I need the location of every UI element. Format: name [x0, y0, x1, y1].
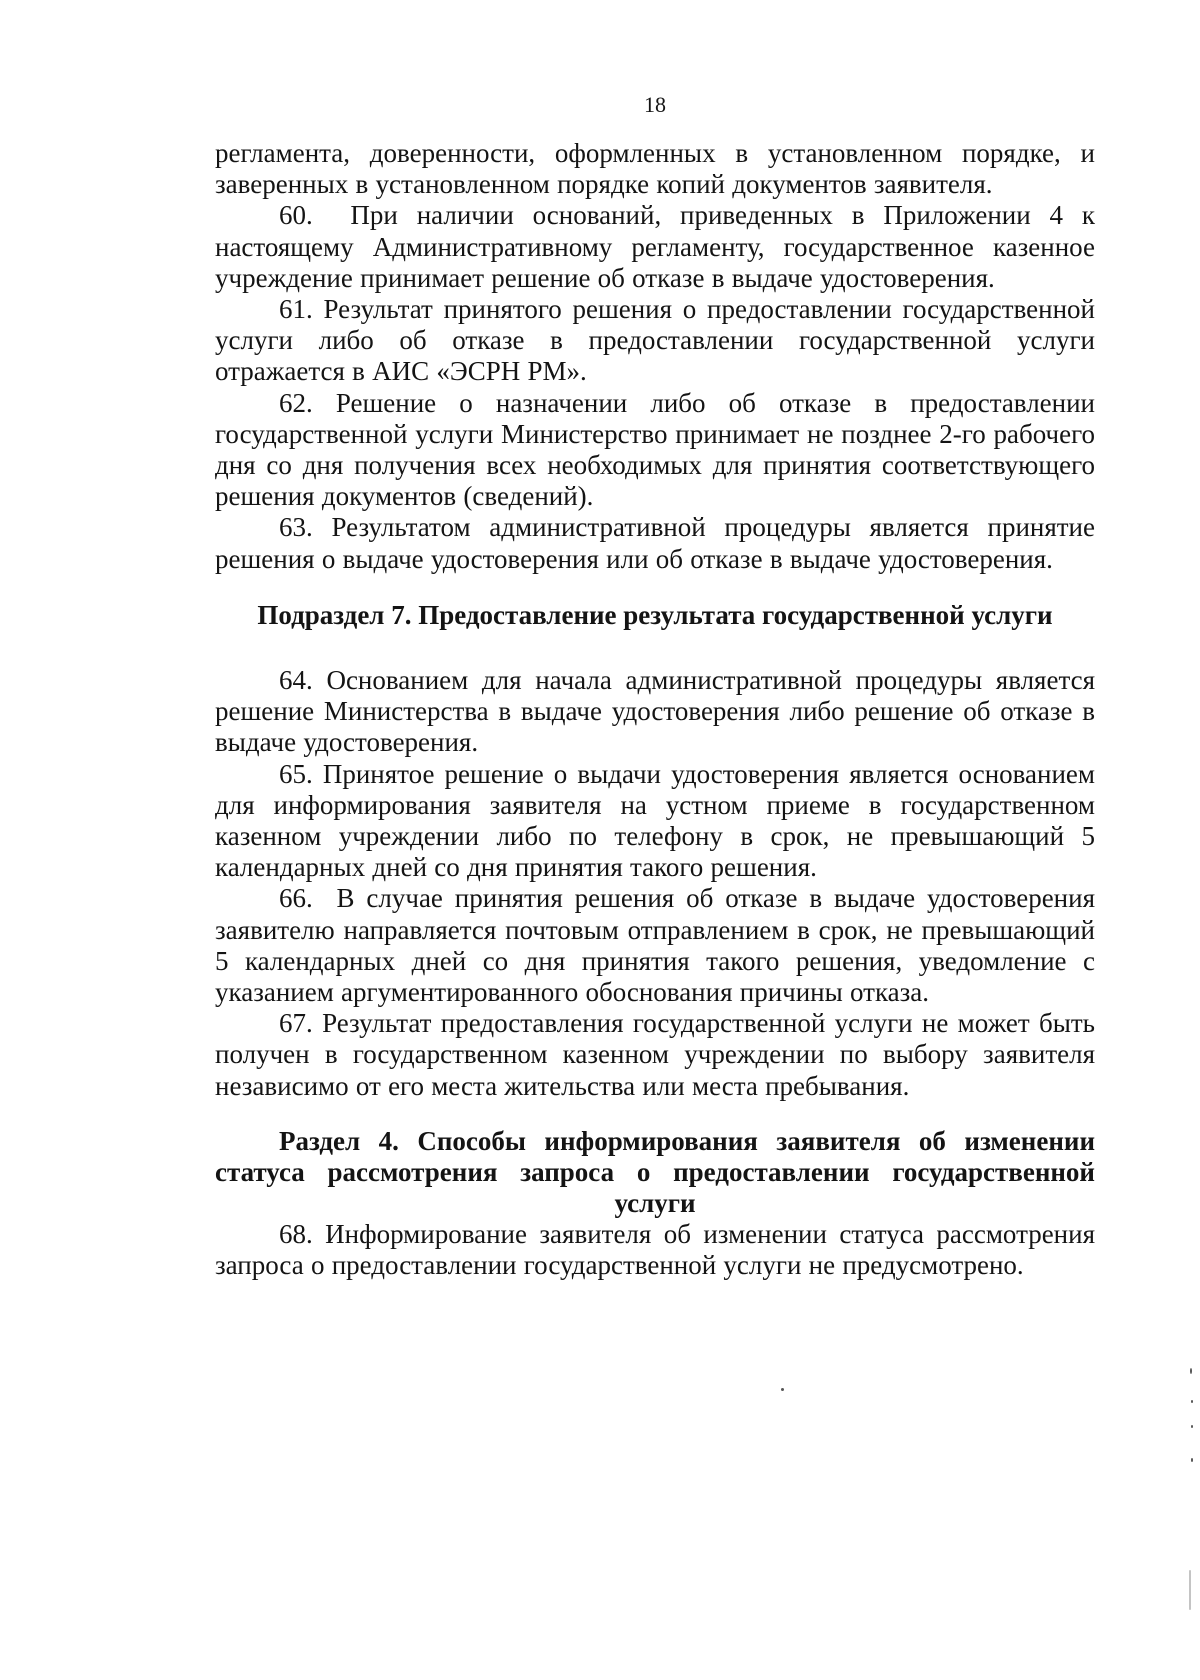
- body-text-block-3: [215, 1219, 1095, 1281]
- body-text-block-2: [215, 665, 1095, 1102]
- paragraph-66: 66. В случае принятия решения об отказе в выдаче удостоверения заявителю направляется почтовым отправлением в срок, не превышающий 5 календарных дней со дня принятия такого решения, уведомление с указанием аргументированного обоснования причины отказа.: [215, 883, 1095, 1008]
- subsection-7-heading: Подраздел 7. Предоставление результата государственной услуги: [257, 600, 1053, 630]
- body-text-block-1: [215, 138, 1095, 575]
- scan-speck: [1191, 1458, 1193, 1462]
- paragraph-64: 64. Основанием для начала административной процедуры является решение Министерства в выдаче удостоверения либо решение об отказе в выдаче удостоверения.: [215, 665, 1095, 758]
- paragraph-65: 65. Принятое решение о выдачи удостоверения является основанием для информирования заявителя на устном приеме в государственном казенном учреждении либо по телефону в срок, не превышающий 5 календарных дней со дня принятия такого решения.: [215, 758, 1095, 883]
- scan-speck: [1189, 1570, 1191, 1610]
- paragraph-67: 67. Результат предоставления государственной услуги не может быть получен в государственном казенном учреждении по выбору заявителя независимо от его места жительства или места пребывания.: [215, 1008, 1095, 1101]
- page-number: 18: [644, 92, 666, 117]
- scan-speck: [1191, 1400, 1193, 1403]
- paragraph-68: 68. Информирование заявителя об изменении статуса рассмотрения запроса о предоставлении государственной услуги не предусмотрено.: [215, 1219, 1095, 1281]
- section-4-heading: Раздел 4. Способы информирования заявителя об изменении статуса рассмотрения запроса о предоставлении государственной услуги: [215, 1126, 1095, 1219]
- scan-speck: [1191, 1425, 1193, 1428]
- scan-speck: [781, 1388, 784, 1391]
- paragraph-continuation: регламента, доверенности, оформленных в установленном порядке, и заверенных в установленном порядке копий документов заявителя.: [215, 138, 1095, 200]
- paragraph-60: 60. При наличии оснований, приведенных в Приложении 4 к настоящему Административному регламенту, государственное казенное учреждение принимает решение об отказе в выдаче удостоверения.: [215, 200, 1095, 293]
- scan-speck: [1190, 1368, 1192, 1374]
- paragraph-61: 61. Результат принятого решения о предоставлении государственной услуги либо об отказе в предоставлении государственной услуги отражается в АИС «ЭСРН РМ».: [215, 294, 1095, 387]
- paragraph-63: 63. Результатом административной процедуры является принятие решения о выдаче удостоверения или об отказе в выдаче удостоверения.: [215, 512, 1095, 574]
- paragraph-62: 62. Решение о назначении либо об отказе в предоставлении государственной услуги Министерство принимает не позднее 2-го рабочего дня со дня получения всех необходимых для принятия соответствующего решения документов (сведений).: [215, 387, 1095, 512]
